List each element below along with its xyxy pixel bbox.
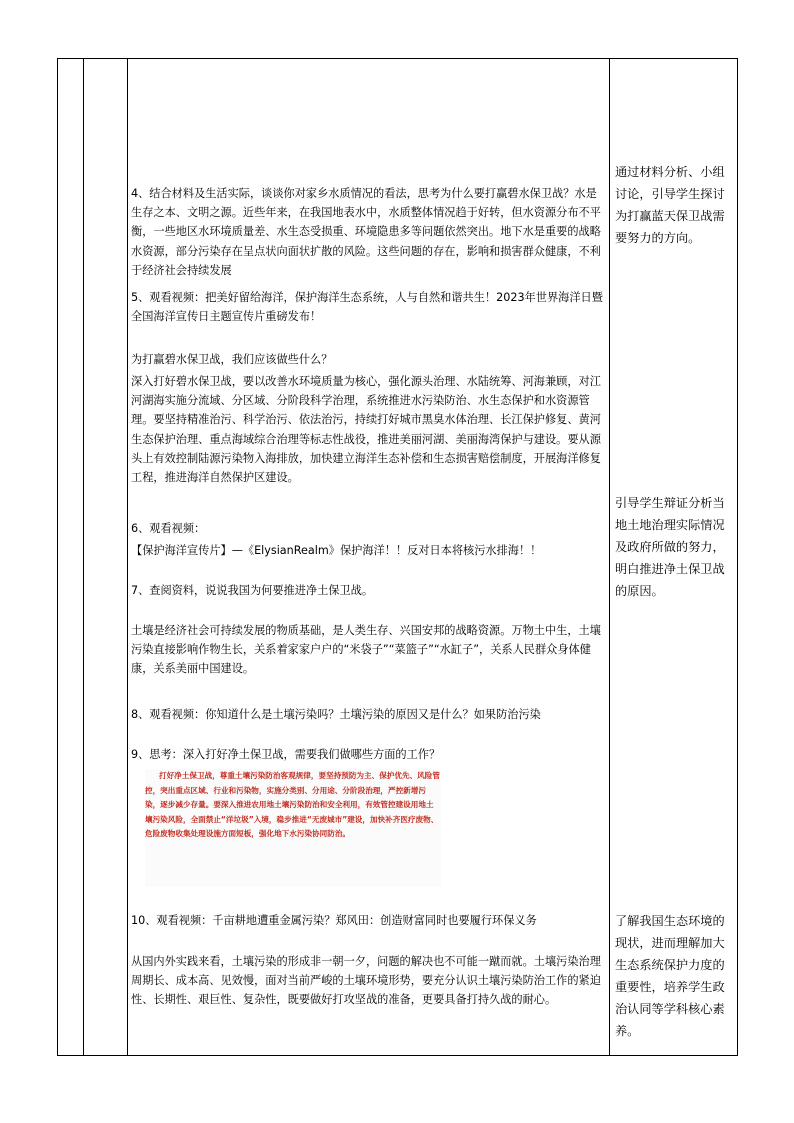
item-7-paragraph: 7、查阅资料，说说我国为何要推进净土保卫战。	[131, 584, 374, 597]
water-answer: 深入打好碧水保卫战，要以改善水环境质量为核心，强化源头治理、水陆统筹、河海兼顾，对江河湖海实施分流域、分区域、分阶段科学治理，系统推进水污染防治、水生态保护和水资源管理。要坚持精准治污、科学治污、依法治污，持续打好城市黑臭水体治理、长江保护修复、黄河生态保护治理、重点海域综合治理等标志性战役，推进美丽河湖、美丽海湾保护与建设。要从源头上有效控制陆源污染物入海排放，加快建立海洋生态补偿和生态损害赔偿制度，开展海洋修复工程，推进海洋自然保护区建设。	[131, 375, 601, 485]
water-question: 为打赢碧水保卫战，我们应该做些什么？	[131, 353, 333, 366]
item-5-paragraph: 5、观看视频：把美好留给海洋，保护海洋生态系统，人与自然和谐共生！2023年世界海洋日暨全国海洋宣传日主题宣传片重磅发布！	[131, 291, 603, 324]
design-note-3-text: 了解我国生态环境的现状，进而理解加大生态系统保护力度的重要性，培养学生政治认同等学科核心素养。	[615, 914, 725, 1038]
lesson-table	[57, 58, 738, 1056]
item-8-paragraph: 8、观看视频：你知道什么是土壤污染吗？土壤污染的原因又是什么？如果防治污染	[131, 708, 541, 721]
column-divider-3	[609, 59, 610, 1055]
item-10-paragraph: 10、观看视频：千亩耕地遭重金属污染？郑风田：创造财富同时也要履行环保义务	[131, 914, 537, 927]
column-divider-1	[83, 59, 84, 1055]
item-6-heading: 6、观看视频：	[131, 522, 206, 535]
design-note-1	[615, 161, 733, 249]
design-note-1-text: 通过材料分析、小组讨论，引导学生探讨为打赢蓝天保卫战需要努力的方向。	[615, 165, 725, 245]
column-divider-2	[127, 59, 128, 1055]
design-note-2-text: 引导学生辩证分析当地土地治理实际情况及政府所做的努力，明白推进净土保卫战的原因。	[615, 496, 725, 598]
design-note-2	[615, 492, 733, 602]
item-4-paragraph: 4、结合材料及生活实际，谈谈你对家乡水质情况的看法，思考为什么要打赢碧水保卫战？水是生存之本、文明之源。近些年来，在我国地表水中，水质整体情况趋于好转，但水资源分布不平衡，一些地区水环境质量差、水生态受损重、环境隐患多等问题依然突出。地下水是重要的战略水资源，部分污染存在呈点状向面状扩散的风险。这些问题的存在，影响和损害群众健康，不利于经济社会持续发展	[131, 187, 601, 277]
item-9-paragraph: 9、思考：深入打好净土保卫战，需要我们做哪些方面的工作？	[131, 748, 441, 761]
item-6-video-title: 【保护海洋宣传片】—《ElysianRealm》保护海洋！！反对日本将核污水排海！！	[131, 544, 542, 557]
soil-answer: 土壤是经济社会可持续发展的物质基础，是人类生存、兴国安邦的战略资源。万物土中生，土壤污染直接影响作物生长，关系着家家户户的“米袋子”“菜篮子”“水缸子”，关系人民群众身体健康，关系美丽中国建设。	[131, 624, 601, 676]
soil-quote-image: 打好净土保卫战，尊重土壤污染防治客观规律，要坚持预防为主、保护优先、风险管控，突出重点区域、行业和污染物，实施分类别、分用途、分阶段治理，严控新增污染，逐步减少存量。要深入推进农用地土壤污染防治和安全利用，有效管控建设用地土壤污染风险，全面禁止“洋垃圾”入境，稳步推进“无废城市”建设，加快补齐医疗废物、危险废物收集处理设施方面短板，强化地下水污染协同防治。	[145, 769, 441, 887]
design-note-3	[615, 910, 733, 1042]
final-answer: 从国内外实践来看，土壤污染的形成非一朝一夕，问题的解决也不可能一蹴而就。土壤污染治理周期长、成本高、见效慢，面对当前严峻的土壤环境形势，要充分认识土壤污染防治工作的紧迫性、长期性、艰巨性、复杂性，既要做好打攻坚战的准备，更要具备打持久战的耐心。	[131, 955, 601, 1007]
